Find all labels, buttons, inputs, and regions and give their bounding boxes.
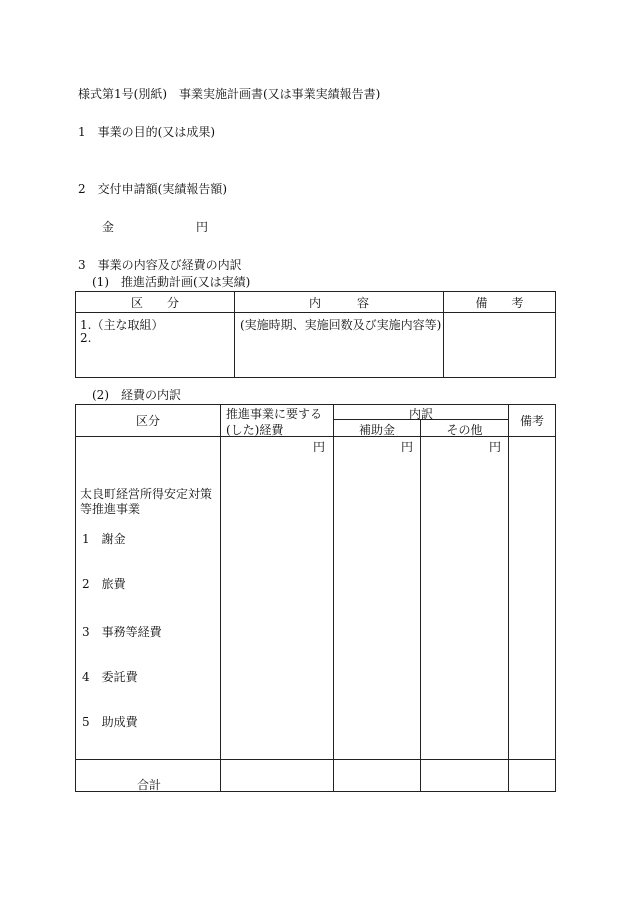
table-header-keihi: 推進事業に要する [226, 407, 323, 421]
table-header-sonota: その他 [446, 423, 483, 437]
table-border [75, 312, 556, 313]
table-border [75, 291, 556, 292]
unit-label-hojokin: 円 [401, 440, 414, 454]
table-header-uchiwake: 内訳 [408, 407, 433, 421]
table-border [75, 404, 76, 792]
table-header-keihi-2: (した)経費 [226, 423, 284, 437]
table-border [333, 404, 334, 792]
table-cell-item2: 2. [80, 331, 92, 345]
table-header-biko: 備 考 [475, 296, 524, 310]
unit-label-keihi: 円 [313, 440, 326, 454]
table-header-naiyo: 内 容 [308, 296, 369, 310]
table-header-biko: 備考 [519, 414, 544, 428]
table-border [220, 404, 221, 792]
amount-kin-label: 金 [102, 220, 115, 234]
expense-item-joseihi: 5 助成費 [82, 715, 138, 729]
project-name: 太良町経営所得安定対策 [80, 487, 213, 501]
table-header-kubun: 区 分 [130, 296, 179, 310]
expense-item-jimuhi: 3 事務等経費 [82, 625, 162, 639]
expense-item-ryohi: 2 旅費 [82, 577, 126, 591]
unit-label-sonota: 円 [489, 440, 502, 454]
section-2-heading: 2 交付申請額(実績報告額) [78, 182, 227, 196]
expense-item-itakuhi: 4 委託費 [82, 670, 138, 684]
table-border [420, 419, 421, 792]
table-header-hojokin: 補助金 [358, 423, 395, 437]
table-border [555, 404, 556, 792]
table-border [508, 404, 509, 792]
amount-yen-label: 円 [196, 220, 209, 234]
page-title: 様式第1号(別紙) 事業実施計画書(又は事業実績報告書) [78, 87, 381, 101]
table-border [75, 759, 556, 760]
section-3-2-heading: (2) 経費の内訳 [92, 388, 181, 402]
section-1-heading: 1 事業の目的(又は成果) [78, 125, 215, 139]
section-3-1-heading: (1) 推進活動計画(又は実績) [92, 275, 251, 289]
table-cell-content: (実施時期、実施回数及び実施内容等) [240, 318, 442, 332]
table-border [555, 291, 556, 378]
expense-item-shakin: 1 謝金 [82, 532, 126, 546]
section-3-heading: 3 事業の内容及び経費の内訳 [78, 258, 242, 272]
table-border [75, 377, 556, 378]
table-cell-item1: 1.（主な取組） [80, 318, 164, 332]
project-name-2: 等推進事業 [80, 502, 141, 516]
table-header-kubun: 区分 [135, 414, 160, 428]
total-label: 合計 [137, 778, 162, 792]
